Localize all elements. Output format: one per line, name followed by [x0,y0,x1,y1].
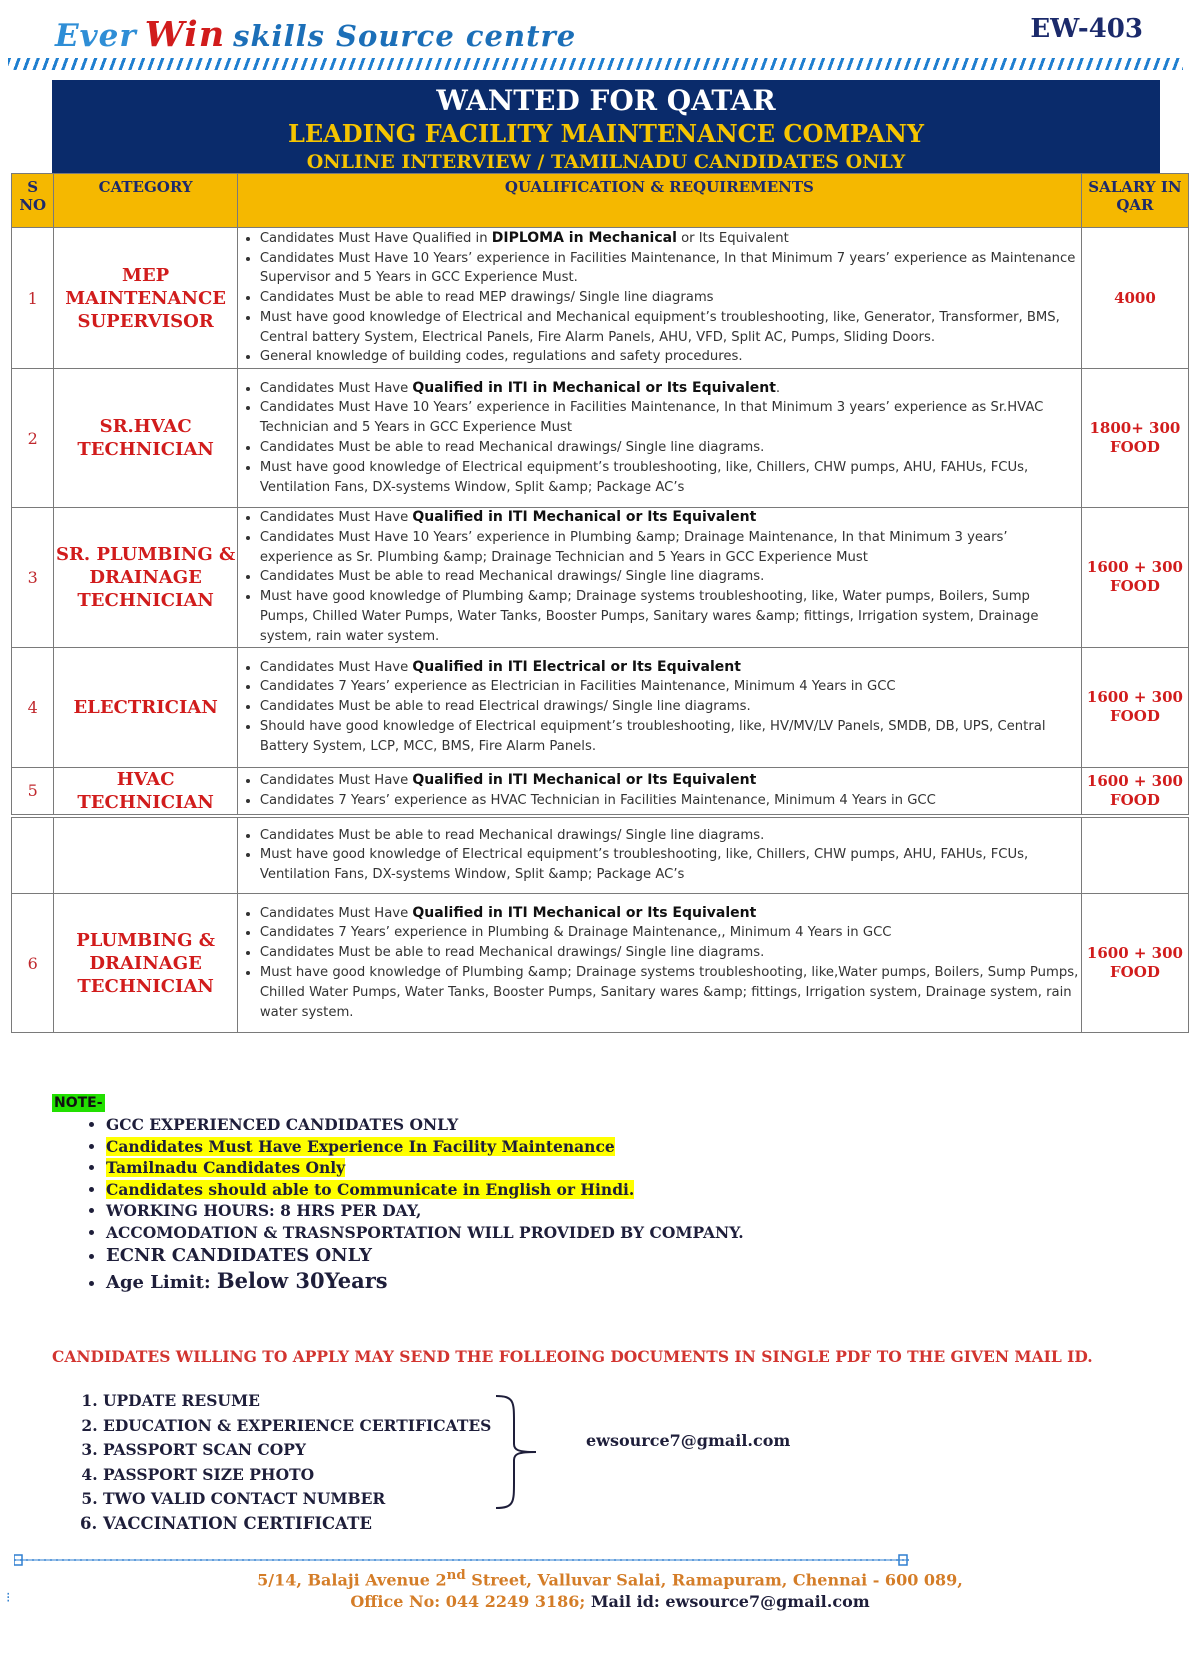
requirement-item: • Candidates 7 Years’ experience as HVAC Technician in Facilities Maintenance, Minimum 4 Years in GCC [260,791,1081,811]
brand-part3: skills Source centre [233,19,577,53]
row-salary: 1600 + 300 FOOD [1081,894,1188,1033]
row-requirements [237,647,1081,767]
requirement-item: • Candidates Must Have 10 Years’ experience in Plumbing &amp; Drainage Maintenance, In that Minimum 3 years’ experience as Sr. Plumbing &amp; Drainage Technician and 5 Years in GCC Experience Must [260,528,1081,568]
footer-address [250,1564,970,1613]
ad-code: EW-403 [1030,14,1143,44]
document-item: 6. VACCINATION CERTIFICATE [103,1512,491,1537]
page-header [55,14,1145,54]
note-item: • Candidates should able to Communicate in English or Hindi. [106,1179,744,1201]
table-row [12,508,1189,648]
row-requirements [237,228,1081,369]
note-item: • Tamilnadu Candidates Only [106,1157,744,1179]
requirement-item: • Candidates Must Have Qualified in ITI Mechanical or Its Equivalent [260,904,1081,924]
row-category: HVAC TECHNICIAN [54,767,237,816]
documents-list [78,1389,491,1536]
note-item: • ACCOMODATION & TRASNSPORTATION WILL PROVIDED BY COMPANY. [106,1222,744,1244]
row-salary: 1600 + 300 FOOD [1081,647,1188,767]
contact-line: Office No: 044 2249 3186; Mail id: ewsource7@gmail.com [350,1592,870,1612]
table-row [12,369,1189,508]
banner-interview-note: ONLINE INTERVIEW / TAMILNADU CANDIDATES ONLY [306,151,906,173]
row-sno: 2 [12,369,54,508]
table-row [12,816,1189,894]
requirement-item: • Should have good knowledge of Electrical equipment’s troubleshooting, like, HV/MV/LV Panels, SMDB, DB, UPS, Central Battery System, LCP, MCC, BMS, Fire Alarm Panels. [260,717,1081,757]
row-category: SR.HVAC TECHNICIAN [54,369,237,508]
brand-logo [55,14,576,55]
requirement-item: • Candidates 7 Years’ experience in Plumbing & Drainage Maintenance,, Minimum 4 Years in GCC [260,923,1081,943]
row-sno: 5 [12,767,54,816]
requirement-item: • Candidates Must be able to read Mechanical drawings/ Single line diagrams. [260,567,1081,587]
requirement-item: • Candidates Must Have 10 Years’ experience in Facilities Maintenance, In that Minimum 7 years’ experience as Maintenance Supervisor and 5 Years in GCC Experience Must. [260,249,1081,289]
header-sno: S NO [12,174,54,228]
row-sno: 1 [12,228,54,369]
note-item: • Candidates Must Have Experience In Facility Maintenance [106,1136,744,1158]
row-sno: 4 [12,647,54,767]
requirement-item: • Candidates Must Have Qualified in ITI in Mechanical or Its Equivalent. [260,379,1081,399]
document-item: 5. TWO VALID CONTACT NUMBER [103,1487,491,1512]
header-salary: SALARY IN QAR [1081,174,1188,228]
requirement-item: • Candidates Must Have Qualified in ITI Electrical or Its Equivalent [260,658,1081,678]
table-row [12,894,1189,1033]
requirement-item: • Candidates Must Have Qualified in ITI Mechanical or Its Equivalent [260,508,1081,528]
note-item: • GCC EXPERIENCED CANDIDATES ONLY [106,1114,744,1136]
table-row [12,767,1189,816]
title-banner [52,80,1160,173]
row-category [54,816,237,894]
requirement-item: • Candidates Must Have Qualified in ITI Mechanical or Its Equivalent [260,771,1081,791]
row-sno: 6 [12,894,54,1033]
row-sno: 3 [12,508,54,648]
header-category: CATEGORY [54,174,237,228]
note-item-age: • Age Limit: Below 30Years [106,1268,744,1295]
requirement-item: • Must have good knowledge of Electrical equipment’s troubleshooting, like, Chillers, CHW pumps, AHU, FAHUs, FCUs, Ventilation Fans, DX-systems Window, Split &amp; Package AC’s [260,845,1081,885]
address-line: 5/14, Balaji Avenue 2nd Street, Valluvar Salai, Ramapuram, Chennai - 600 089, [257,1567,963,1590]
banner-title: WANTED FOR QATAR [436,84,776,117]
row-salary: 1600 + 300 FOOD [1081,767,1188,816]
document-item: 4. PASSPORT SIZE PHOTO [103,1463,491,1488]
row-category: ELECTRICIAN [54,647,237,767]
row-category: MEP MAINTENANCE SUPERVISOR [54,228,237,369]
table-body [12,228,1189,1033]
requirement-item: • Candidates Must be able to read Electrical drawings/ Single line diagrams. [260,697,1081,717]
note-item: • WORKING HOURS: 8 HRS PER DAY, [106,1200,744,1222]
requirement-item: • Candidates 7 Years’ experience as Electrician in Facilities Maintenance, Minimum 4 Years in GCC [260,677,1081,697]
note-item: • ECNR CANDIDATES ONLY [106,1243,744,1268]
requirement-item: • Candidates Must be able to read Mechanical drawings/ Single line diagrams. [260,943,1081,963]
row-salary: 1800+ 300 FOOD [1081,369,1188,508]
requirement-item: • Must have good knowledge of Plumbing &amp; Drainage systems troubleshooting, like, Water pumps, Boilers, Sump Pumps, Chilled Water Pumps, Water Tanks, Booster Pumps, Sanitary wares &amp; fittings, Irrigation system, Drainage system, rain water system. [260,587,1081,646]
row-salary [1081,816,1188,894]
requirement-item: • Candidates Must be able to read Mechanical drawings/ Single line diagrams. [260,438,1081,458]
document-item: 2. EDUCATION & EXPERIENCE CERTIFICATES [103,1414,491,1439]
row-requirements [237,767,1081,816]
table-header-row [12,174,1189,228]
brand-part2: Win [144,14,226,55]
row-requirements [237,369,1081,508]
curly-brace-icon [492,1392,540,1512]
requirement-item: • Must have good knowledge of Electrical and Mechanical equipment’s troubleshooting, like, Generator, Transformer, BMS, Central battery System, Electrical Panels, Fire Alarm Panels, AHU, VFD, Split AC, Pumps, Sliding Doors. [260,308,1081,348]
row-category: PLUMBING & DRAINAGE TECHNICIAN [54,894,237,1033]
decorative-divider [8,58,1183,70]
requirement-item: • General knowledge of building codes, regulations and safety procedures. [260,347,1081,367]
requirement-item: • Candidates Must Have Qualified in DIPLOMA in Mechanical or Its Equivalent [260,229,1081,249]
apply-instructions: CANDIDATES WILLING TO APPLY MAY SEND THE FOLLEOING DOCUMENTS IN SINGLE PDF TO THE GIVEN MAIL ID. [52,1347,1093,1366]
requirement-item: • Must have good knowledge of Electrical equipment’s troubleshooting, like, Chillers, CHW pumps, AHU, FAHUs, FCUs, Ventilation Fans, DX-systems Window, Split &amp; Package AC’s [260,458,1081,498]
note-label: NOTE- [54,1095,103,1111]
header-qualification: QUALIFICATION & REQUIREMENTS [237,174,1081,228]
table-row [12,228,1189,369]
jobs-table [11,173,1189,1033]
row-requirements [237,816,1081,894]
row-requirements [237,894,1081,1033]
row-category: SR. PLUMBING & DRAINAGE TECHNICIAN [54,508,237,648]
footer-marker-icon: ⁝ [6,1590,11,1606]
requirement-item: • Must have good knowledge of Plumbing &amp; Drainage systems troubleshooting, like,Water pumps, Boilers, Sump Pumps, Chilled Water Pumps, Water Tanks, Booster Pumps, Sanitary wares &amp; fittings, Irrigation system, Drainage system, rain water system. [260,963,1081,1022]
row-salary: 1600 + 300 FOOD [1081,508,1188,648]
apply-email-link[interactable]: ewsource7@gmail.com [586,1431,791,1450]
requirement-item: • Candidates Must be able to read Mechanical drawings/ Single line diagrams. [260,826,1081,846]
row-requirements [237,508,1081,648]
brand-part1: Ever [55,18,137,54]
row-sno [12,816,54,894]
document-item: 1. UPDATE RESUME [103,1389,491,1414]
requirement-item: • Candidates Must Have 10 Years’ experience in Facilities Maintenance, In that Minimum 3 years’ experience as Sr.HVAC Technician and 5 Years in GCC Experience Must [260,398,1081,438]
banner-subtitle: LEADING FACILITY MAINTENANCE COMPANY [288,119,924,148]
note-list [80,1114,744,1295]
requirement-item: • Candidates Must be able to read MEP drawings/ Single line diagrams [260,288,1081,308]
table-row [12,647,1189,767]
row-salary: 4000 [1081,228,1188,369]
document-item: 3. PASSPORT SCAN COPY [103,1438,491,1463]
